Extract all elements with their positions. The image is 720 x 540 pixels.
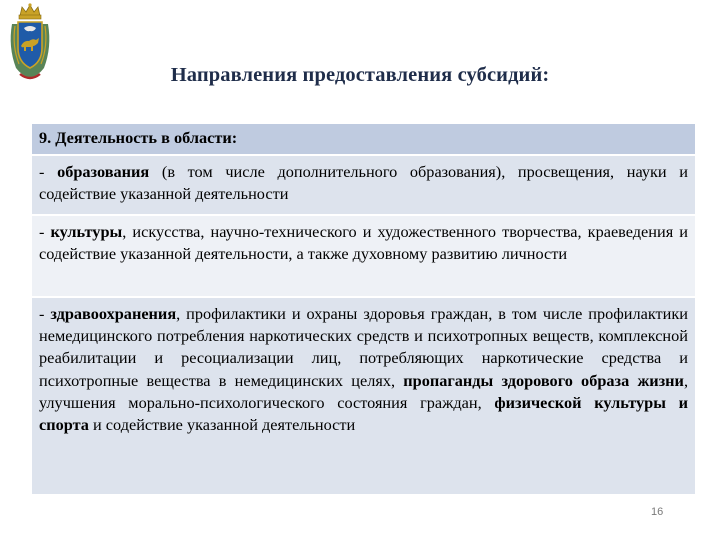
row-prefix: - (39, 304, 51, 323)
page-title: Направления предоставления субсидий: (170, 64, 550, 86)
row-term: пропаганды здорового образа жизни (403, 370, 684, 390)
table-row-health (32, 298, 695, 494)
row-term: физической культуры и спорта (39, 392, 689, 435)
row-prefix: - (39, 162, 58, 181)
row-text: и содействие указанной деятельности (88, 415, 356, 435)
table-row-education (32, 156, 695, 214)
row-text: , искусства, научно-технического и художественного творчества, краеведения и содействие указанной деятельности, а также духовному развитию личности (39, 222, 688, 264)
table-header: 9. Деятельность в области: (32, 124, 695, 154)
table-row-culture (32, 216, 695, 296)
row-text: , улучшения морально-психологического состояния граждан, (39, 370, 689, 412)
row-prefix: - (39, 222, 51, 241)
row-term: образования (57, 162, 150, 181)
row-text: (в том числе дополнительного образования), просвещения, науки и содействие указанной деятельности (39, 162, 688, 204)
page-number: 16 (651, 506, 664, 518)
subsidy-table (32, 124, 695, 494)
row-term: здравоохранения (50, 304, 177, 323)
row-text: , профилактики и охраны здоровья граждан, в том числе профилактики немедицинского потребления наркотических средств и психотропных веществ, комплексной реабилитации и ресоциализации лиц, потребляющих наркотические средства и психотропные вещества в немедицинских целях, (39, 304, 688, 390)
row-term: культуры (50, 222, 123, 241)
